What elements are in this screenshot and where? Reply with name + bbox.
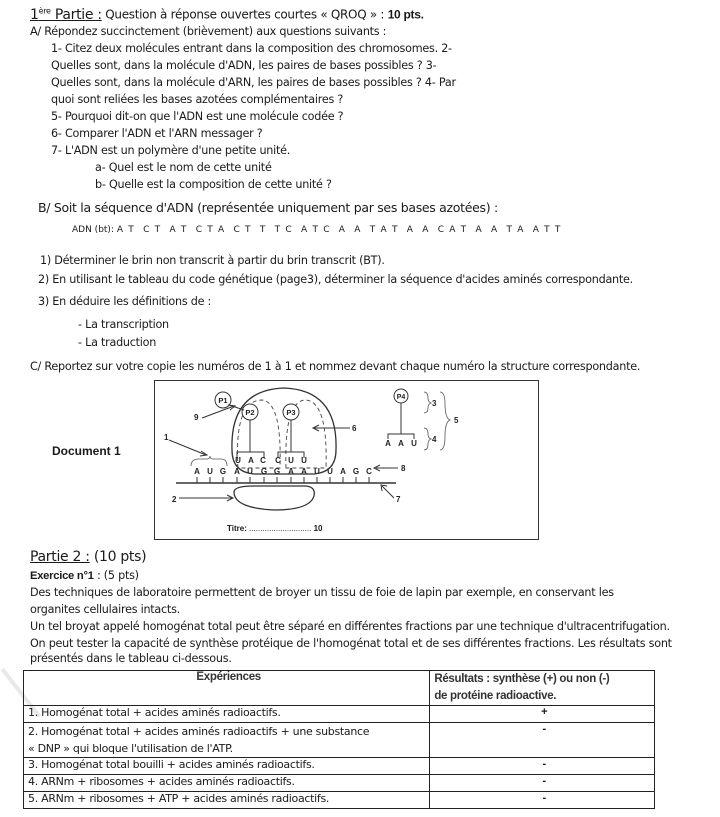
svg-text:A: A <box>300 466 307 476</box>
definition-item: - La traduction <box>78 336 157 349</box>
definition-item: - La transcription <box>78 318 169 331</box>
sectionB-question: 1) Déterminer le brin non transcrit à partir du brin transcrit (BT). <box>40 254 385 267</box>
title-number: 10 <box>313 524 323 533</box>
label-8: 8 <box>400 463 405 473</box>
part2-title <box>30 549 146 565</box>
ribosome-translation-figure <box>154 380 539 540</box>
label-7: 7 <box>395 494 400 504</box>
table-row <box>24 706 655 723</box>
svg-text:U: U <box>206 466 213 476</box>
experience-line: « DNP » qui bloque l'utilisation de l'ATP. <box>28 742 233 755</box>
svg-text:P2: P2 <box>244 407 255 417</box>
exercise-title <box>30 569 139 582</box>
svg-text:U: U <box>287 455 294 465</box>
paragraph-line: On peut tester la capacité de synthèse protéique de l'homogénat total et de ses différentes fractions. Les résultats sont <box>30 637 672 650</box>
svg-text:A: A <box>339 466 346 476</box>
part1-word: Partie : <box>50 6 102 23</box>
svg-text:U: U <box>326 466 333 476</box>
part2-points: (10 pts) <box>89 549 147 565</box>
part1-subtitle: Question à réponse ouvertes courtes « QROQ » : <box>101 7 388 22</box>
question-line: 5- Pourquoi dit-on que l'ADN est une molécule codée ? <box>51 110 344 123</box>
label-3: 3 <box>431 398 436 408</box>
sequence-bases: A T C T A T C T A C T T T C A T C A A T A T A A C A T A A T A A T T <box>116 225 562 235</box>
document-label: Document 1 <box>52 444 121 458</box>
question-line: Quelles sont, dans la molécule d'ADN, les paires de bases possibles ? 3- <box>51 59 437 72</box>
sectionB-question: 2) En utilisant le tableau du code génétique (page3), déterminer la séquence d'acides aminés correspondante. <box>38 273 633 286</box>
svg-text:G: G <box>273 466 280 476</box>
svg-text:A: A <box>287 466 294 476</box>
label-1: 1 <box>163 432 168 442</box>
question-line: quoi sont reliées les bases azotées complémentaires ? <box>51 93 344 106</box>
svg-text:G: G <box>352 466 359 476</box>
svg-text:U: U <box>410 438 417 448</box>
svg-text:A: A <box>193 466 200 476</box>
svg-text:C: C <box>259 455 266 465</box>
title-blank: ............................ <box>249 524 312 533</box>
table-row <box>24 775 655 792</box>
result-cell: - <box>430 723 655 758</box>
svg-text:U: U <box>300 455 307 465</box>
question-line: 6- Comparer l'ADN et l'ARN messager ? <box>51 127 263 140</box>
svg-text:P4: P4 <box>396 393 405 401</box>
dna-sequence <box>72 225 562 235</box>
label-6: 6 <box>351 423 356 433</box>
header-results-line2: de protéine radioactive. <box>434 690 557 702</box>
svg-text:A: A <box>233 466 240 476</box>
label-2: 2 <box>171 494 176 504</box>
experience-cell: 4. ARNm + ribosomes + acides aminés radioactifs. <box>24 775 430 792</box>
part2-word: Partie 2 : <box>30 549 90 565</box>
experience-line: 2. Homogénat total + acides aminés radioactifs + une substance <box>28 725 370 738</box>
table-row <box>24 723 655 758</box>
title-label: Titre: <box>227 524 247 533</box>
sub-question: b- Quelle est la composition de cette unité ? <box>95 178 332 191</box>
svg-text:U: U <box>313 466 320 476</box>
part1-title <box>30 6 424 23</box>
paragraph-line: organites cellulaires intacts. <box>30 603 180 616</box>
svg-text:U: U <box>234 455 241 465</box>
result-cell: + <box>430 706 655 723</box>
sectionA-heading: A/ Répondez succinctement (brièvement) aux questions suivants : <box>30 25 387 38</box>
label-9: 9 <box>193 412 198 422</box>
sub-question: a- Quel est le nom de cette unité <box>95 161 272 174</box>
svg-text:A: A <box>397 438 404 448</box>
sectionB-heading: B/ Soit la séquence d'ADN (représentée uniquement par ses bases azotées) : <box>38 200 498 215</box>
table-row <box>24 792 655 809</box>
label-5: 5 <box>453 415 458 425</box>
sectionB-question: 3) En déduire les définitions de : <box>38 295 212 308</box>
header-results <box>430 671 655 706</box>
exercise-points: : (5 pts) <box>93 569 139 582</box>
svg-text:C: C <box>274 455 281 465</box>
svg-text:C: C <box>365 466 372 476</box>
part1-number: 1 <box>30 6 39 23</box>
experience-cell <box>24 723 430 758</box>
table-row <box>24 758 655 775</box>
exercise-number: Exercice n°1 <box>30 570 94 582</box>
experience-cell: 3. Homogénat total bouilli + acides aminés radioactifs. <box>24 758 430 775</box>
svg-text:A: A <box>384 438 391 448</box>
svg-text:U: U <box>246 466 253 476</box>
experience-cell: 1. Homogénat total + acides aminés radioactifs. <box>24 706 430 723</box>
svg-text:P1: P1 <box>217 395 228 405</box>
question-line: 1- Citez deux molécules entrant dans la composition des chromosomes. 2- <box>51 42 452 55</box>
figure-title-field <box>227 524 322 533</box>
translation-diagram <box>154 380 539 540</box>
experience-cell: 5. ARNm + ribosomes + ATP + acides aminés radioactifs. <box>24 792 430 809</box>
part1-points: 10 pts. <box>387 7 424 22</box>
paragraph-line: Des techniques de laboratoire permettent de broyer un tissu de foie de lapin par exemple, en conservant les <box>30 586 614 599</box>
label-4: 4 <box>431 434 436 444</box>
svg-text:P3: P3 <box>285 407 296 417</box>
question-line: Quelles sont, dans la molécule d'ARN, les paires de bases possibles ? 4- Par <box>51 76 456 89</box>
result-cell: - <box>430 758 655 775</box>
sequence-label: ADN (bt): <box>72 225 114 235</box>
result-cell: - <box>430 792 655 809</box>
svg-text:A: A <box>247 455 254 465</box>
paragraph-line: Un tel broyat appelé homogénat total peut être séparé en différentes fractions par une technique d'ultracentrifugation. <box>30 620 670 633</box>
results-table <box>23 670 655 809</box>
question-line: 7- L'ADN est un polymère d'une petite unité. <box>51 144 291 157</box>
header-experiences: Expériences <box>24 671 430 706</box>
result-cell: - <box>430 775 655 792</box>
svg-text:G: G <box>260 466 267 476</box>
header-results-line1: Résultats : synthèse (+) ou non (-) <box>434 673 610 685</box>
sectionC-heading: C/ Reportez sur votre copie les numéros de 1 à 1 et nommez devant chaque numéro la structure correspondante. <box>30 360 641 373</box>
table-header-row <box>24 671 655 706</box>
svg-text:G: G <box>219 466 226 476</box>
paragraph-line: présentés dans le tableau ci-dessous. <box>30 652 232 665</box>
part1-sup: ère <box>38 6 51 15</box>
